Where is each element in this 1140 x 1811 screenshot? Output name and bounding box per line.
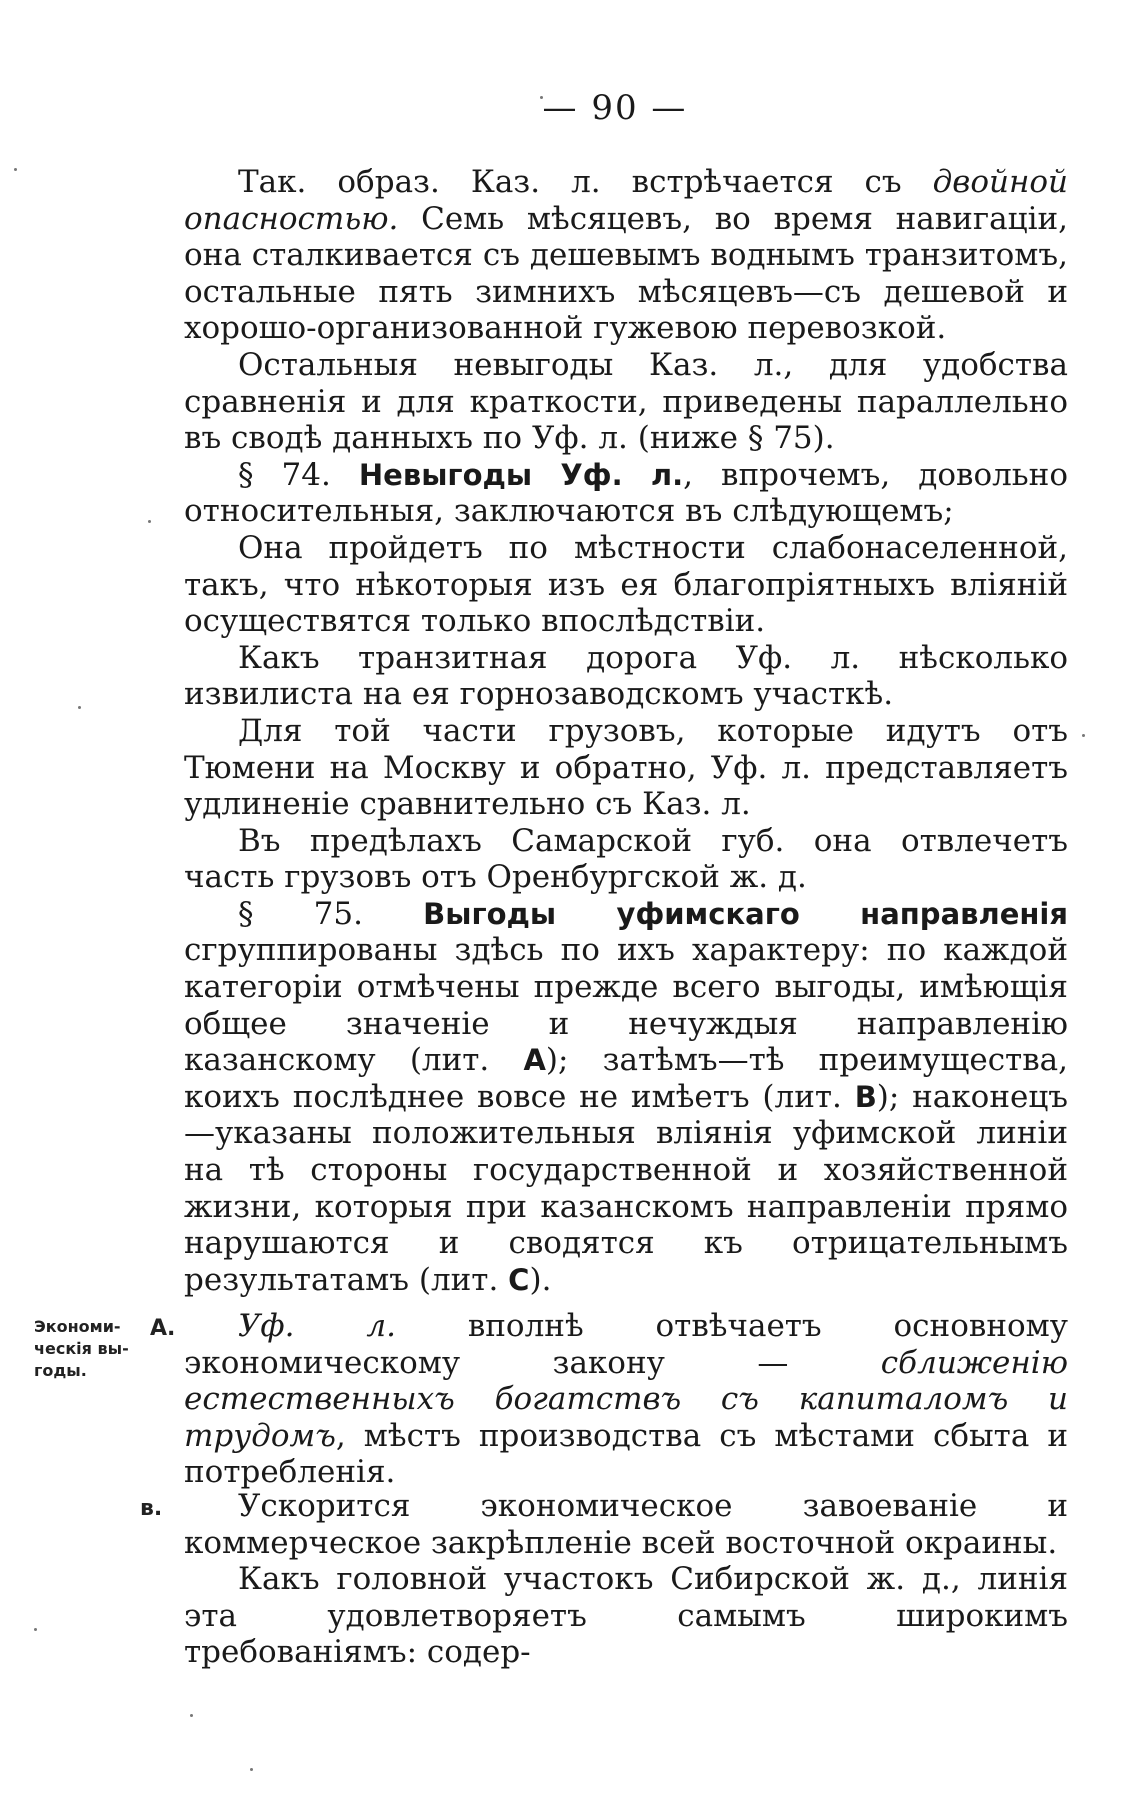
paragraph-other-disadvantages: Остальныя невыгоды Каз. л., для удобства сравненія и для краткости, приведены параллельно въ сводѣ данныхъ по Уф. л. (ниже § 75). (184, 346, 1068, 457)
scan-speck (250, 1768, 253, 1771)
main-text-block (184, 164, 1068, 1298)
paragraph-tyumen-moscow: Для той части грузовъ, которые идутъ отъ Тюмени на Москву и обратно, Уф. л. представляетъ удлиненіе сравнительно съ Каз. л. (184, 712, 1068, 823)
paragraph-sparse-area: Она пройдетъ по мѣстности слабонаселенной, такъ, что нѣкоторыя изъ ея благопріятныхъ вліяній осуществятся только впослѣдствіи. (184, 529, 1068, 640)
margin-note-economic: Экономи-ческія вы-годы. (34, 1317, 129, 1380)
paragraph-head-section: Какъ головной участокъ Сибирской ж. д., линія эта удовлетворяетъ самымъ широкимъ требованіямъ: содер- (184, 1561, 1068, 1671)
paragraph-section-74: § 74. Невыгоды Уф. л., впрочемъ, довольно относительныя, заключаются въ слѣдующемъ; (184, 456, 1069, 530)
scan-speck (190, 1714, 193, 1717)
scan-speck (540, 96, 543, 99)
margin-letter-b: в. (140, 1496, 163, 1521)
section-heading-74: Невыгоды Уф. л. (358, 457, 684, 492)
section-heading-75: Выгоды уфимскаго направленія (423, 896, 1068, 931)
emphasis-double-danger: двойной опасностью. (184, 164, 1068, 237)
paragraph-section-75: § 75. Выгоды уфимскаго направленія сгруппированы здѣсь по ихъ характеру: по каждой категоріи отмѣчены прежде всего выгоды, имѣющія общее значеніе и нечуждыя направленію казанскому (лит. А); затѣмъ—тѣ преимущества, коихъ послѣднее вовсе не имѣетъ (лит. В); наконецъ—указаны положительныя вліянія уфимской линіи на тѣ стороны государственной и хозяйственной жизни, которыя при казанскомъ направленіи прямо нарушаются и сводятся къ отрицательнымъ результатамъ (лит. С). (184, 895, 1068, 1298)
section-b-text (184, 1488, 1068, 1671)
paragraph-danger: Так. образ. Каз. л. встрѣчается съ двойной опасностью. Семь мѣсяцевъ, во время навигаціи, она сталкивается съ дешевымъ воднымъ транзитомъ, остальные пять зимнихъ мѣсяцевъ—съ дешевой и хорошо-организованной гужевою перевозкой. (184, 164, 1068, 347)
scan-speck (14, 168, 17, 171)
paragraph-economic-law: Уф. л. вполнѣ отвѣчаетъ основному экономическому закону — сближенію естественныхъ богатствъ съ капиталомъ и трудомъ, мѣстъ производства съ мѣстами сбыта и потребленія. (184, 1308, 1068, 1491)
section-a-text (184, 1308, 1068, 1491)
section-number-74: § 74. (238, 456, 331, 493)
scan-speck (34, 1628, 37, 1631)
paragraph-conquest: Ускорится экономическое завоеваніе и коммерческое закрѣпленіе всей восточной окраины. (184, 1488, 1068, 1561)
scan-speck (78, 706, 81, 709)
paragraph-samara: Въ предѣлахъ Самарской губ. она отвлечетъ часть грузовъ отъ Оренбургской ж. д. (184, 822, 1068, 896)
paragraph-winding-route: Какъ транзитная дорога Уф. л. нѣсколько извилиста на ея горнозаводскомъ участкѣ. (184, 639, 1068, 713)
section-number-75: § 75. (238, 895, 363, 932)
emphasis-convergence: сближенію естественныхъ богатствъ съ капиталомъ и трудомъ (184, 1344, 1068, 1454)
page-number: — 90 — (542, 88, 688, 128)
scan-speck (148, 520, 151, 523)
margin-letter-a: А. (150, 1316, 176, 1341)
scan-speck (1082, 734, 1085, 737)
